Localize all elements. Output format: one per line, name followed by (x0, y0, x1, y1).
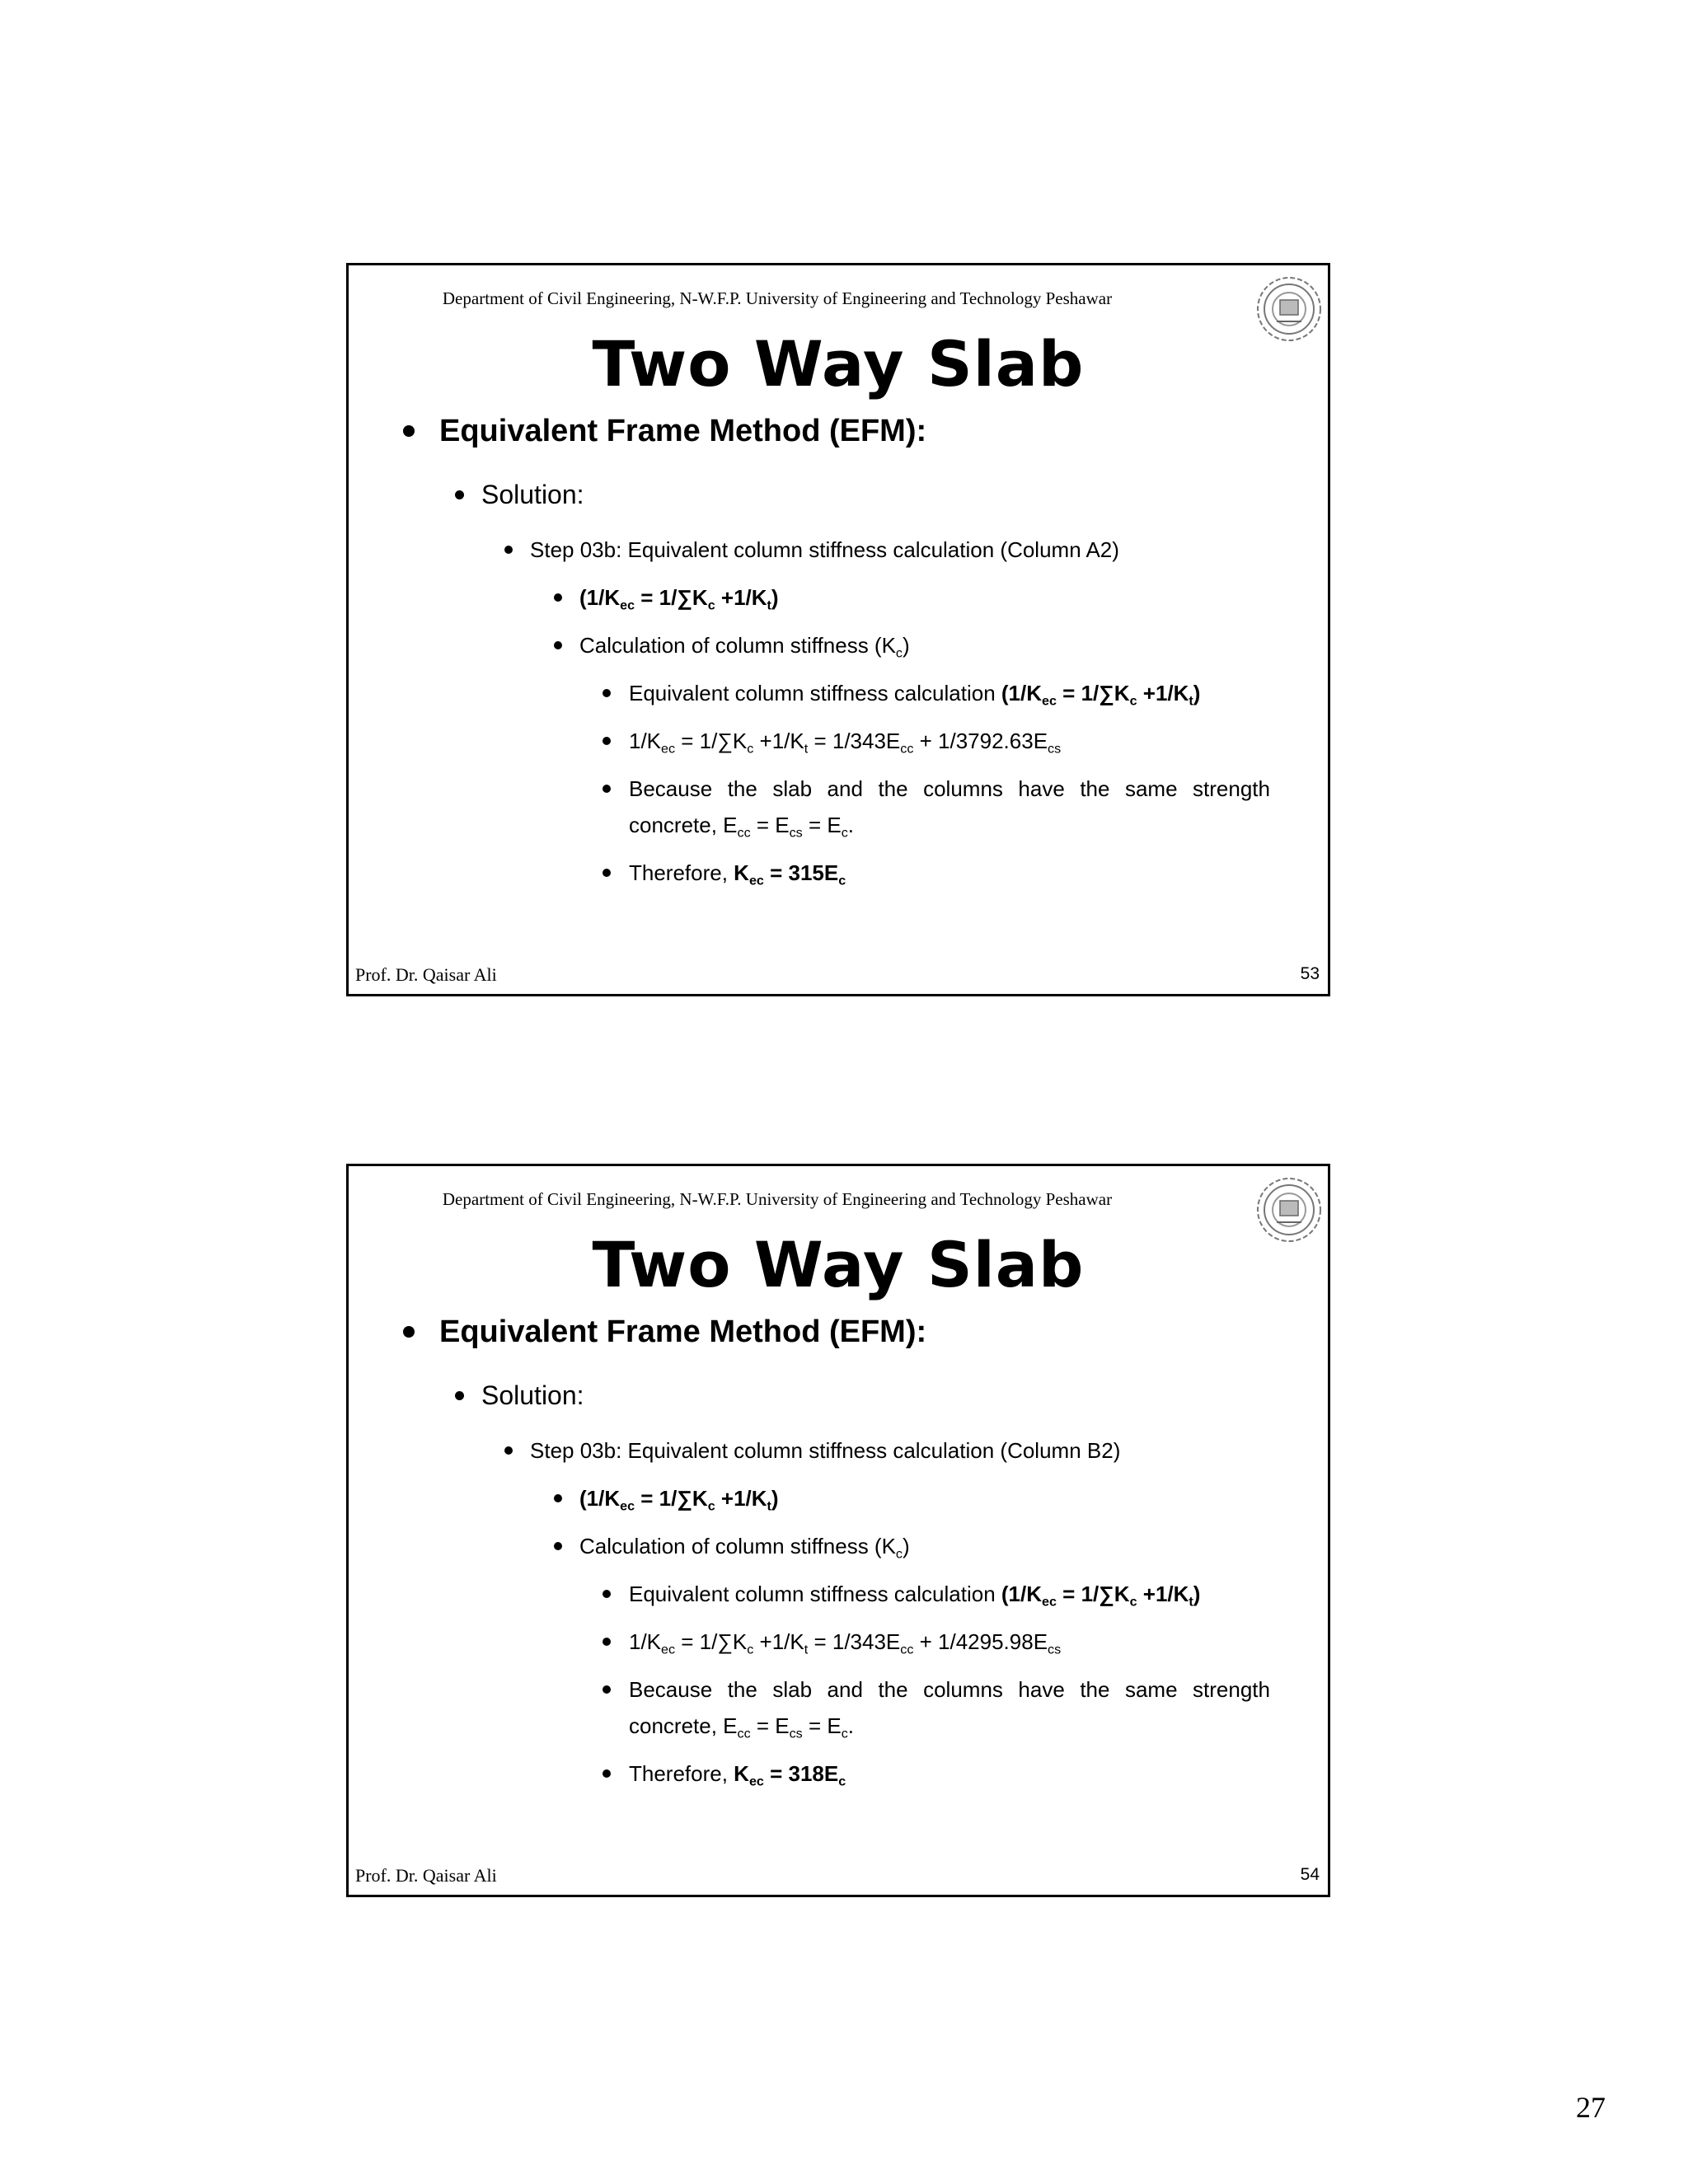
concrete-line: concrete, $E_{cc} = E_{cs} = E_c$. (629, 1713, 854, 1741)
bullet-icon (603, 737, 611, 745)
bullet-icon (455, 1391, 464, 1400)
bullet-icon (603, 785, 611, 793)
bullet-icon (403, 1326, 415, 1338)
bullet-icon (603, 1590, 611, 1598)
slide-number: 53 (1300, 964, 1320, 983)
bullet-equivalent-calc: Equivalent column stiffness calculation $(1/K_{ec} = 1/\sum K_c +1/K_t)$ (629, 681, 1200, 706)
slide-54 (346, 1164, 1330, 1897)
author: Prof. Dr. Qaisar Ali (355, 964, 497, 985)
department-header: Department of Civil Engineering, N-W.F.P. University of Engineering and Technology Peshawar (442, 288, 1113, 308)
bullet-solution: Solution: (481, 1380, 584, 1411)
concrete-line: concrete, $E_{cc} = E_{cs} = E_c$. (629, 813, 854, 841)
bullet-equivalent-calc: Equivalent column stiffness calculation $(1/K_{ec} = 1/\sum K_c +1/K_t)$ (629, 1582, 1200, 1607)
because-text: Because the slab and the columns have the same strength (629, 1677, 1270, 1702)
author: Prof. Dr. Qaisar Ali (355, 1865, 497, 1886)
bullet-calc-column-stiffness: Calculation of column stiffness $(K_c)$ (579, 1534, 910, 1559)
bullet-icon (504, 546, 513, 554)
page-number: 27 (1576, 2091, 1606, 2124)
bullet-therefore: Therefore, $K_{ec} = 315E_c$ (629, 860, 846, 886)
bullet-icon (554, 1542, 562, 1550)
bullet-icon (403, 425, 415, 437)
bullet-step: Step 03b: Equivalent column stiffness calculation (Column B2) (530, 1438, 1120, 1464)
bullet-method: Equivalent Frame Method (EFM): (439, 1315, 926, 1350)
bullet-therefore: Therefore, $K_{ec} = 318E_c$ (629, 1761, 846, 1787)
bullet-icon (554, 593, 562, 602)
slide-title: Two Way Slab (592, 1228, 1085, 1301)
bullet-step: Step 03b: Equivalent column stiffness calculation (Column A2) (530, 537, 1119, 563)
bullet-stiffness-sum: $1/K_{ec} = 1/\sum K_c +1/K_t = 1/343E_{cc} + 1/4295.98E_{cs}$ (629, 1629, 1061, 1655)
bullet-calc-column-stiffness: Calculation of column stiffness $(K_c)$ (579, 633, 910, 658)
bullet-formula: $(1/K_{ec} = 1/\sum K_c +1/K_t)$ (579, 585, 779, 611)
bullet-icon (455, 490, 464, 499)
bullet-solution: Solution: (481, 480, 584, 510)
slide-title: Two Way Slab (592, 327, 1085, 401)
bullet-method: Equivalent Frame Method (EFM): (439, 414, 926, 449)
bullet-icon (603, 1685, 611, 1694)
slide-53 (346, 263, 1330, 996)
bullet-formula: $(1/K_{ec} = 1/\sum K_c +1/K_t)$ (579, 1486, 779, 1511)
bullet-icon (603, 869, 611, 877)
department-header: Department of Civil Engineering, N-W.F.P. University of Engineering and Technology Peshawar (442, 1189, 1113, 1209)
bullet-icon (554, 1494, 562, 1502)
bullet-icon (603, 689, 611, 697)
bullet-icon (603, 1769, 611, 1778)
because-text: Because the slab and the columns have the same strength (629, 776, 1270, 801)
bullet-stiffness-sum: $1/K_{ec} = 1/\sum K_c +1/K_t = 1/343E_{cc} + 1/3792.63E_{cs}$ (629, 729, 1061, 754)
bullet-icon (554, 641, 562, 649)
bullet-icon (603, 1638, 611, 1646)
slide-number: 54 (1300, 1865, 1320, 1884)
bullet-icon (504, 1446, 513, 1455)
